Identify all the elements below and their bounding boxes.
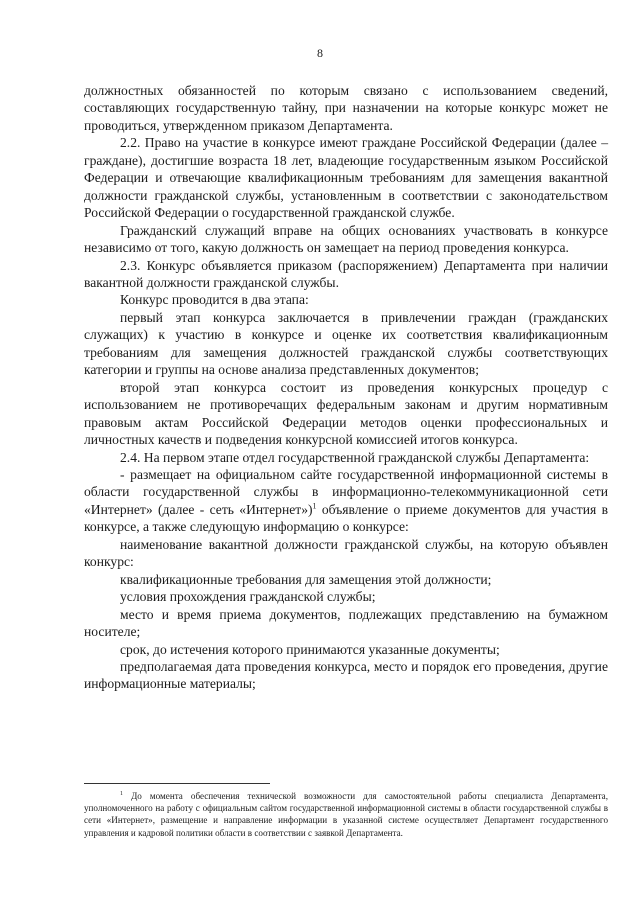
paragraph-continuation: должностных обязанностей по которым связано с использованием сведений, составляющих государственную тайну, при назначении на которые конкурс может не проводиться, утвержденном приказом Департамента. [84, 83, 608, 133]
page-number: 8 [317, 46, 323, 60]
list-item-service-conditions: условия прохождения гражданской службы; [120, 589, 376, 605]
footnote-mark: 1 [120, 790, 123, 797]
publish-notice-text-end: объявление о приеме документов для участия в конкурсе, а также следующую информацию о конкурсе: [84, 501, 608, 535]
list-item-deadline: срок, до истечения которого принимаются указанные документы; [120, 641, 500, 657]
footnote-text: До момента обеспечения технической возможности для самостоятельной работы специалиста Департамента, уполномоченного на работу с официальным сайтом государственной информационной системы в области государственной службы в сети «Интернет», размещение и направление информации в указанной системе осуществляет Департамент государственного управления и кадровой политики области в соответствии с заявкой Департамента. [84, 791, 608, 838]
paragraph-2-3: 2.3. Конкурс объявляется приказом (распоряжением) Департамента при наличии вакантной должности гражданской службы. [84, 257, 608, 290]
list-item-position-name: наименование вакантной должности гражданской службы, на которую объявлен конкурс: [84, 536, 608, 570]
paragraph-2-4: 2.4. На первом этапе отдел государственной гражданской службы Департамента: [120, 449, 590, 465]
footnote [84, 790, 608, 839]
list-item-place-time: место и время приема документов, подлежащих представлению на бумажном носителе; [84, 606, 608, 640]
paragraph-second-stage: второй этап конкурса состоит из проведения конкурсных процедур с использованием не противоречащих федеральным законам и другим нормативным правовым актам Российской Федерации методов оценки профессиональных и личностных качеств и подведения конкурсной комиссией итогов конкурса. [84, 379, 608, 448]
publish-notice-text-start: - размещает на официальном сайте государственной информационной системы в области государственной службы в информационно-телекоммуникационной сети «Интернет» (далее - сеть «Интернет») [84, 466, 608, 517]
paragraph-publish-notice [84, 466, 608, 536]
list-item-qualification: квалификационные требования для замещения этой должности; [120, 571, 492, 587]
paragraph-two-stages: Конкурс проводится в два этапа: [120, 292, 309, 308]
document-body [84, 82, 608, 693]
paragraph-first-stage: первый этап конкурса заключается в привлечении граждан (гражданских служащих) к участию в конкурсе и оценке их соответствия квалификационным требованиям для замещения должностей гражданской службы соответствующих категории и группы на основе анализа представленных документов; [84, 309, 608, 378]
paragraph-civil-servant-right: Гражданский служащий вправе на общих основаниях участвовать в конкурсе независимо от того, какую должность он замещает на период проведения конкурса. [84, 222, 608, 256]
list-item-contest-date: предполагаемая дата проведения конкурса, место и порядок его проведения, другие информационные материалы; [84, 658, 608, 692]
footnote-reference-mark: 1 [312, 501, 317, 511]
paragraph-2-2: 2.2. Право на участие в конкурсе имеют граждане Российской Федерации (далее – граждане), достигшие возраста 18 лет, владеющие государственным языком Российской Федерации и отвечающие квалификационным требованиям для замещения вакантной должности гражданской службы, установленным в соответствии с законодательством Российской Федерации о государственной гражданской службе. [84, 135, 608, 221]
footnote-separator [84, 783, 270, 784]
